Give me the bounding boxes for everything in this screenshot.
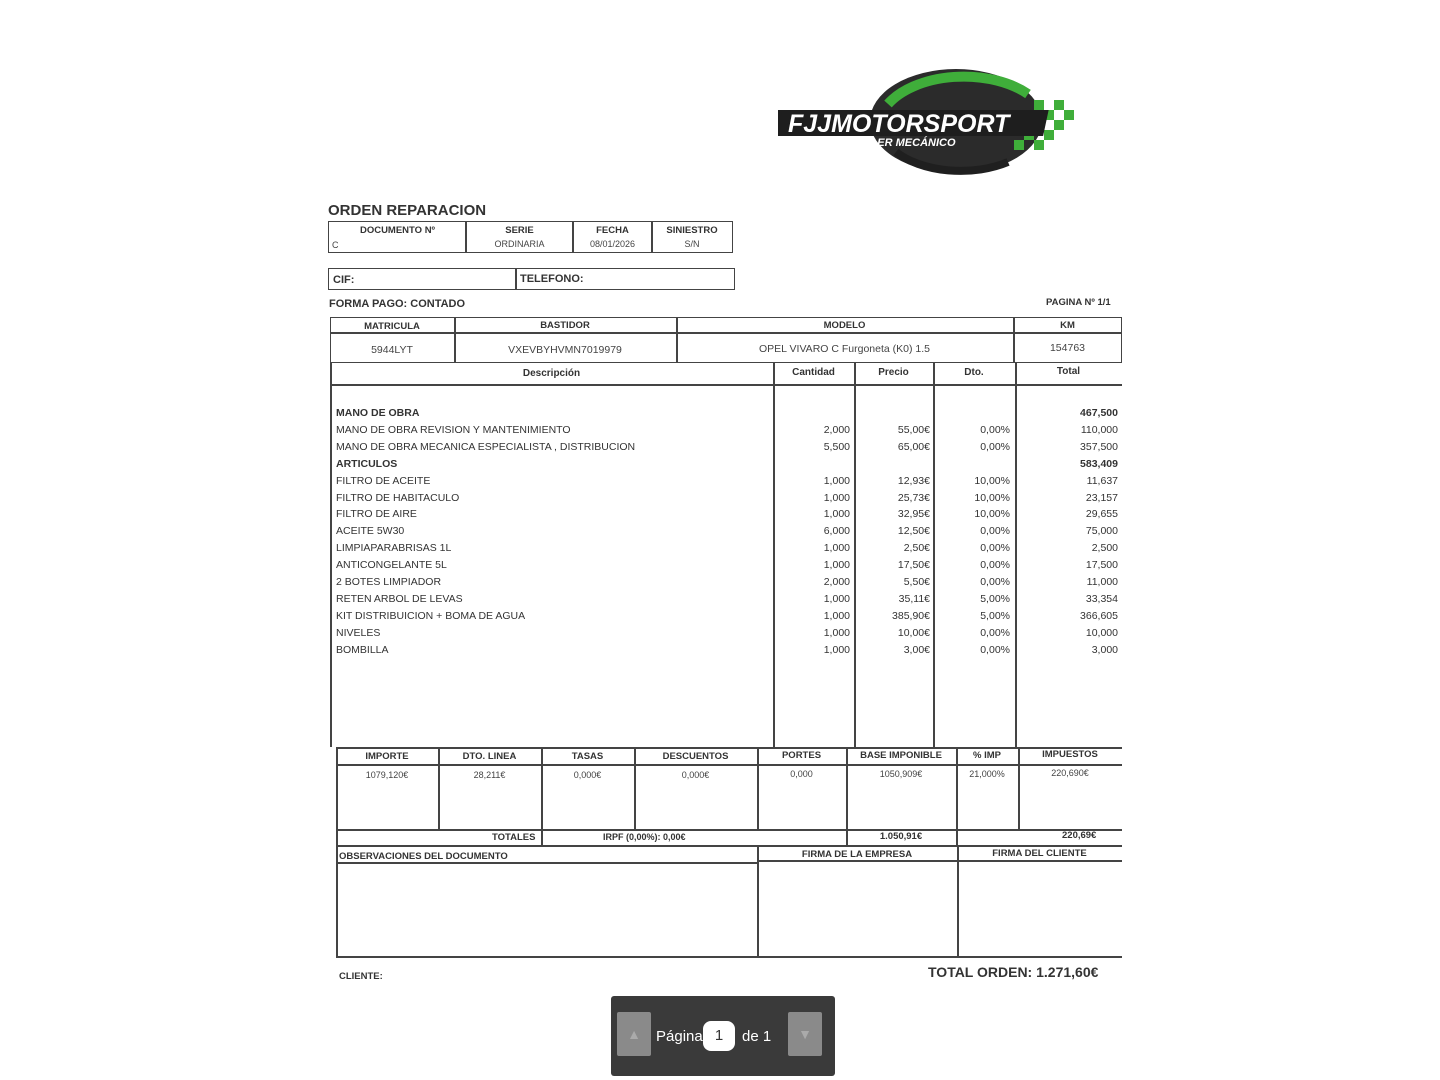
- irpf-value: IRPF (0,00%): 0,00€: [603, 832, 686, 842]
- matricula-value: 5944LYT: [371, 344, 413, 356]
- line-item-row: [336, 593, 1122, 610]
- line-description: LIMPIAPARABRISAS 1L: [336, 542, 452, 555]
- line-price: 10,00€: [897, 626, 930, 639]
- line-total: 366,605: [1080, 609, 1118, 622]
- total-orden: TOTAL ORDEN: 1.271,60€: [928, 964, 1099, 980]
- line-price: 5,50€: [903, 576, 930, 588]
- line-discount: 0,00%: [980, 576, 1010, 588]
- chevron-down-icon: ▼: [798, 1026, 812, 1042]
- line-quantity: 1,000: [823, 542, 850, 555]
- forma-pago: FORMA PAGO: CONTADO: [329, 298, 466, 310]
- telefono-label: TELEFONO:: [520, 273, 584, 285]
- col-precio: Precio: [878, 367, 909, 378]
- summary-label-portes: PORTES: [781, 750, 822, 761]
- line-discount: 0,00%: [980, 542, 1010, 555]
- line-quantity: 1,000: [823, 508, 850, 521]
- line-description: ANTICONGELANTE 5L: [336, 559, 447, 572]
- summary-value-impuestos: 220,690€: [1051, 768, 1089, 778]
- line-discount: 0,00%: [980, 559, 1010, 572]
- line-item-row: [336, 559, 1122, 576]
- summary-value-tasas: 0,000€: [573, 770, 602, 780]
- serie-value: ORDINARIA: [494, 239, 545, 249]
- line-item-row: [336, 576, 1122, 593]
- summary-label-tasas: TASAS: [571, 751, 604, 762]
- line-quantity: 6,000: [823, 525, 850, 538]
- line-total: 2,500: [1091, 542, 1118, 555]
- summary-value-base-imponible: 1050,909€: [879, 769, 923, 779]
- line-group-row: [336, 407, 1122, 424]
- company-logo: [778, 66, 1098, 176]
- line-discount: 0,00%: [980, 626, 1010, 639]
- chevron-up-icon: ▲: [627, 1026, 641, 1042]
- line-price: 385,90€: [892, 609, 930, 622]
- line-discount: 0,00%: [980, 643, 1010, 656]
- line-price: 12,93€: [897, 474, 930, 487]
- fecha-label: FECHA: [596, 225, 629, 236]
- line-total: 10,000: [1085, 626, 1118, 639]
- line-quantity: 2,000: [823, 423, 850, 436]
- line-quantity: 1,000: [823, 626, 850, 639]
- line-item-row: [336, 424, 1122, 441]
- line-description: ARTICULOS: [336, 457, 398, 470]
- line-price: 2,50€: [903, 542, 930, 555]
- serie-label: SERIE: [505, 225, 534, 236]
- line-discount: 10,00%: [974, 491, 1010, 504]
- cif-label: CIF:: [333, 274, 355, 286]
- line-quantity: 1,000: [823, 559, 850, 572]
- line-item-row: [336, 475, 1122, 492]
- line-total: 29,655: [1085, 508, 1118, 521]
- modelo-label: MODELO: [823, 320, 866, 331]
- doc-number-label: DOCUMENTO Nº: [359, 225, 436, 236]
- firma-empresa-label: FIRMA DE LA EMPRESA: [801, 849, 913, 860]
- col-total: Total: [1056, 366, 1081, 377]
- line-description: 2 BOTES LIMPIADOR: [336, 576, 442, 588]
- line-price: 12,50€: [897, 525, 930, 538]
- line-price: 17,50€: [897, 559, 930, 572]
- line-total: 17,500: [1085, 559, 1118, 572]
- line-price: 32,95€: [897, 508, 930, 521]
- line-quantity: 5,500: [823, 440, 850, 453]
- summary-label-descuentos: DESCUENTOS: [662, 751, 729, 762]
- line-item-row: [336, 508, 1122, 525]
- line-description: KIT DISTRIBUICION + BOMA DE AGUA: [336, 609, 526, 622]
- line-item-row: [336, 644, 1122, 661]
- col-dto: Dto.: [964, 367, 984, 378]
- summary-value-importe: 1079,120€: [365, 770, 409, 780]
- line-description: RETEN ARBOL DE LEVAS: [336, 592, 463, 605]
- line-price: 25,73€: [897, 491, 930, 504]
- siniestro-value: S/N: [684, 239, 700, 249]
- firma-cliente-label: FIRMA DEL CLIENTE: [992, 848, 1087, 859]
- line-item-row: [336, 610, 1122, 627]
- line-quantity: 1,000: [823, 643, 850, 656]
- line-item-row: [336, 441, 1122, 458]
- line-quantity: 1,000: [823, 491, 850, 504]
- line-quantity: 2,000: [823, 576, 850, 588]
- next-page-button[interactable]: [788, 1012, 822, 1056]
- line-discount: 0,00%: [980, 525, 1010, 538]
- line-total: 583,409: [1080, 457, 1118, 470]
- line-description: MANO DE OBRA REVISION Y MANTENIMIENTO: [336, 423, 571, 436]
- line-item-row: [336, 542, 1122, 559]
- line-total: 23,157: [1085, 491, 1118, 504]
- line-discount: 5,00%: [980, 609, 1010, 622]
- line-quantity: 1,000: [823, 609, 850, 622]
- line-discount: 0,00%: [980, 423, 1010, 436]
- line-description: FILTRO DE ACEITE: [336, 474, 431, 487]
- line-item-row: [336, 525, 1122, 542]
- line-total: 110,000: [1080, 423, 1118, 436]
- siniestro-label: SINIESTRO: [666, 225, 718, 236]
- line-discount: 10,00%: [974, 474, 1010, 487]
- line-discount: 5,00%: [980, 592, 1010, 605]
- summary-label-dto-linea: DTO. LINEA: [462, 751, 517, 762]
- summary-label-base-imponible: BASE IMPONIBLE: [860, 750, 942, 761]
- matricula-label: MATRICULA: [364, 321, 420, 332]
- logo-subtitle-text: TALLER MECÁNICO: [850, 137, 956, 149]
- line-description: FILTRO DE AIRE: [336, 508, 417, 521]
- line-quantity: 1,000: [823, 592, 850, 605]
- line-description: FILTRO DE HABITACULO: [336, 491, 460, 504]
- page-number-input[interactable]: [703, 1021, 735, 1051]
- km-label: KM: [1060, 320, 1075, 331]
- summary-value-pct-imp: 21,000%: [969, 769, 1005, 779]
- previous-page-button[interactable]: [617, 1012, 651, 1056]
- line-total: 11,000: [1086, 576, 1118, 588]
- pagina-numero: PAGINA Nº 1/1: [1046, 297, 1111, 308]
- line-description: NIVELES: [336, 626, 381, 639]
- line-quantity: 1,000: [823, 474, 850, 487]
- line-price: 65,00€: [897, 440, 930, 453]
- summary-label-impuestos: IMPUESTOS: [1042, 749, 1098, 760]
- km-value: 154763: [1049, 342, 1086, 354]
- line-group-row: [336, 458, 1122, 475]
- line-total: 33,354: [1085, 592, 1118, 605]
- logo-brand-text: FJJMOTORSPORT: [788, 110, 1010, 138]
- line-price: 55,00€: [897, 423, 930, 436]
- observaciones-label: OBSERVACIONES DEL DOCUMENTO: [339, 851, 508, 862]
- line-total: 357,500: [1080, 440, 1118, 453]
- col-cantidad: Cantidad: [792, 367, 835, 378]
- totales-label: TOTALES: [492, 832, 536, 843]
- impuestos-total: 220,69€: [1062, 830, 1097, 841]
- line-discount: 10,00%: [974, 508, 1010, 521]
- document-title: ORDEN REPARACION: [328, 202, 487, 219]
- line-discount: 0,00%: [980, 440, 1010, 453]
- line-total: 467,500: [1080, 407, 1118, 419]
- line-description: ACEITE 5W30: [336, 525, 405, 538]
- line-description: BOMBILLA: [336, 643, 389, 656]
- line-item-row: [336, 492, 1122, 509]
- doc-number-value: C: [332, 240, 339, 250]
- col-descripcion: Descripción: [522, 368, 581, 379]
- page-label: Página: [656, 1028, 703, 1045]
- line-item-row: [336, 627, 1122, 644]
- cliente-label: CLIENTE:: [339, 971, 383, 982]
- summary-value-portes: 0,000: [790, 769, 813, 779]
- base-imponible-total: 1.050,91€: [879, 831, 923, 842]
- summary-value-descuentos: 0,000€: [681, 770, 710, 780]
- modelo-value: OPEL VIVARO C Furgoneta (K0) 1.5: [759, 343, 930, 355]
- page-navigator: [611, 996, 835, 1076]
- bastidor-value: VXEVBYHVMN7019979: [508, 344, 622, 356]
- line-description: MANO DE OBRA: [336, 407, 420, 419]
- summary-label-pct-imp: % IMP: [973, 750, 1001, 761]
- fecha-value: 08/01/2026: [589, 239, 636, 249]
- line-total: 75,000: [1085, 525, 1118, 538]
- line-description: MANO DE OBRA MECANICA ESPECIALISTA , DISTRIBUCION: [336, 440, 636, 453]
- page-total-label: de 1: [742, 1028, 772, 1045]
- line-price: 35,11€: [898, 592, 930, 605]
- line-price: 3,00€: [903, 643, 930, 656]
- summary-value-dto-linea: 28,211€: [473, 770, 506, 780]
- line-total: 11,637: [1086, 474, 1118, 487]
- line-total: 3,000: [1091, 643, 1118, 656]
- bastidor-label: BASTIDOR: [540, 320, 590, 331]
- summary-label-importe: IMPORTE: [365, 751, 409, 762]
